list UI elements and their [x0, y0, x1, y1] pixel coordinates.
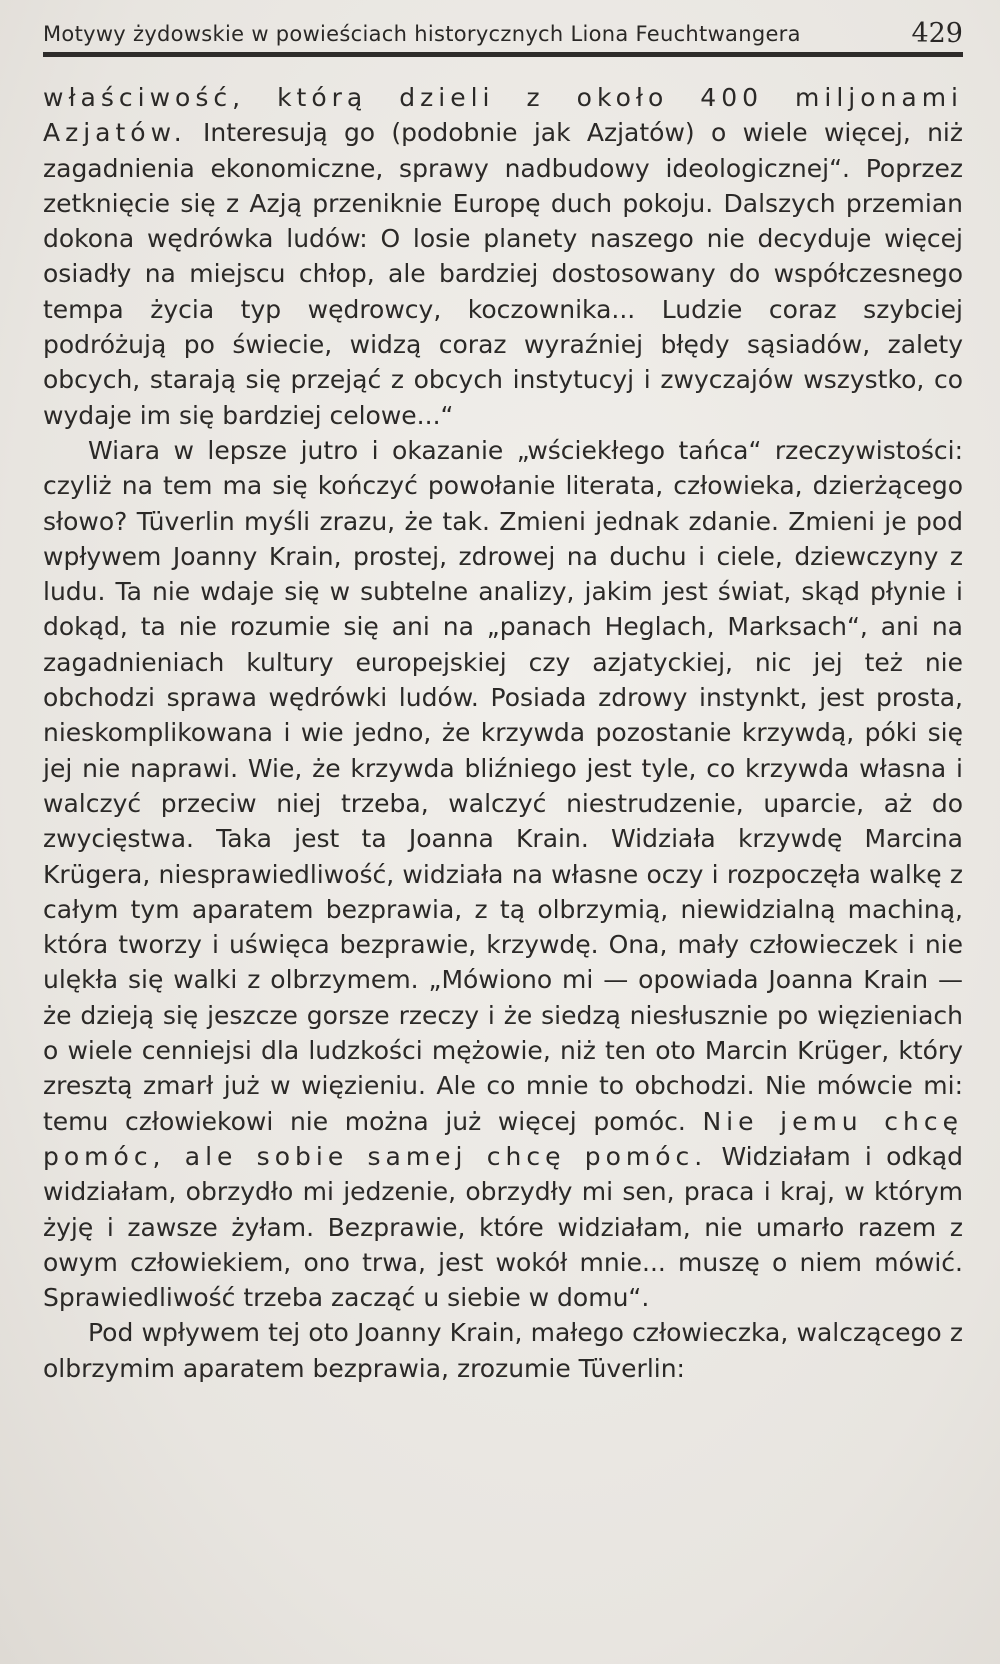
header-rule — [43, 52, 963, 57]
paragraph-text: Wiara w lepsze jutro i okazanie „wściekłego tańca“ rzeczywistości: czyliż na tem ma się kończyć powołanie literata, człowieka, dzierżącego słowo? Tüverlin myśli zrazu, że tak. Zmieni jednak zdanie. Zmieni je pod wpływem Joanny Krain, prostej, zdrowej na duchu i ciele, dziewczyny z ludu. Ta nie wdaje się w subtelne analizy, jakim jest świat, skąd płynie i dokąd, ta nie rozumie się ani na „panach Heglach, Marksach“, ani na zagadnieniach kultury europejskiej czy azjatyckiej, nic jej też nie obchodzi sprawa wędrówki ludów. Posiada zdrowy instynkt, jest prosta, nieskomplikowana i wie jedno, że krzywda pozostanie krzywdą, póki się jej nie naprawi. Wie, że krzywda bliźniego jest tyle, co krzywda własna i walczyć przeciw niej trzeba, walczyć niestrudzenie, uparcie, aż do zwycięstwa. Taka jest ta Joanna Krain. Widziała krzywdę Marcina Krügera, niesprawiedliwość, widziała na własne oczy i rozpoczęła walkę z całym tym aparatem bezprawia, z tą olbrzymią, niewidzialną machiną, która tworzy i uświęca bezprawie, krzywdę. Ona, mały człowieczek i nie ulękła się walki z olbrzymem. „Mówiono mi — opowiada Joanna Krain — że dzieją się jeszcze gorsze rzeczy i że siedzą niesłusznie po więzieniach o wiele cenniejsi dla ludzkości mężowie, niż ten oto Marcin Krüger, który zresztą zmarł już w więzieniu. Ale co mnie to obchodzi. Nie mówcie mi: temu człowiekowi nie można już więcej pomóc. — [43, 435, 963, 1136]
running-title: Motywy żydowskie w powieściach historycznych Liona Feuchtwangera — [43, 22, 801, 46]
paragraph-text: Widziałam i odkąd widziałam, obrzydło mi jedzenie, obrzydły mi sen, praca i kraj, w którym żyję i zawsze żyłam. Bezprawie, które widziałam, nie umarło razem z owym człowiekiem, ono trwa, jest wokół mnie... muszę o niem mówić. Sprawiedliwość trzeba zacząć u siebie w domu“. — [43, 1141, 963, 1313]
emphasis-spaced: właściwość, którą dzieli z około 400 miljonami Azjatów. — [43, 83, 963, 148]
body-text — [43, 80, 963, 1386]
running-head — [43, 14, 963, 54]
paragraph-2 — [43, 433, 963, 1315]
paragraph-1 — [43, 80, 963, 433]
paragraph-text: Interesują go (podobnie jak Azjatów) o wiele więcej, niż zagadnienia ekonomiczne, sprawy nadbudowy ideologicznej“. Poprzez zetknięcie się z Azją przeniknie Europę duch pokoju. Dalszych przemian dokona wędrówka ludów: O losie planety naszego nie decyduje więcej osiadły na miejscu chłop, ale bardziej dostosowany do współczesnego tempa życia typ wędrowcy, koczownika... Ludzie coraz szybciej podróżują po świecie, widzą coraz wyraźniej błędy sąsiadów, zalety obcych, starają się przejąć z obcych instytucyj i zwyczajów wszystko, co wydaje im się bardziej celowe...“ — [43, 118, 963, 430]
emphasis-spaced: Nie jemu chcę pomóc, ale sobie samej chcę pomóc. — [43, 1106, 963, 1171]
paragraph-3 — [43, 1315, 963, 1386]
paragraph-text: Pod wpływem tej oto Joanny Krain, małego człowieczka, walczącego z olbrzymim aparatem bezprawia, zrozumie Tüverlin: — [43, 1318, 963, 1383]
page-number: 429 — [911, 18, 963, 49]
